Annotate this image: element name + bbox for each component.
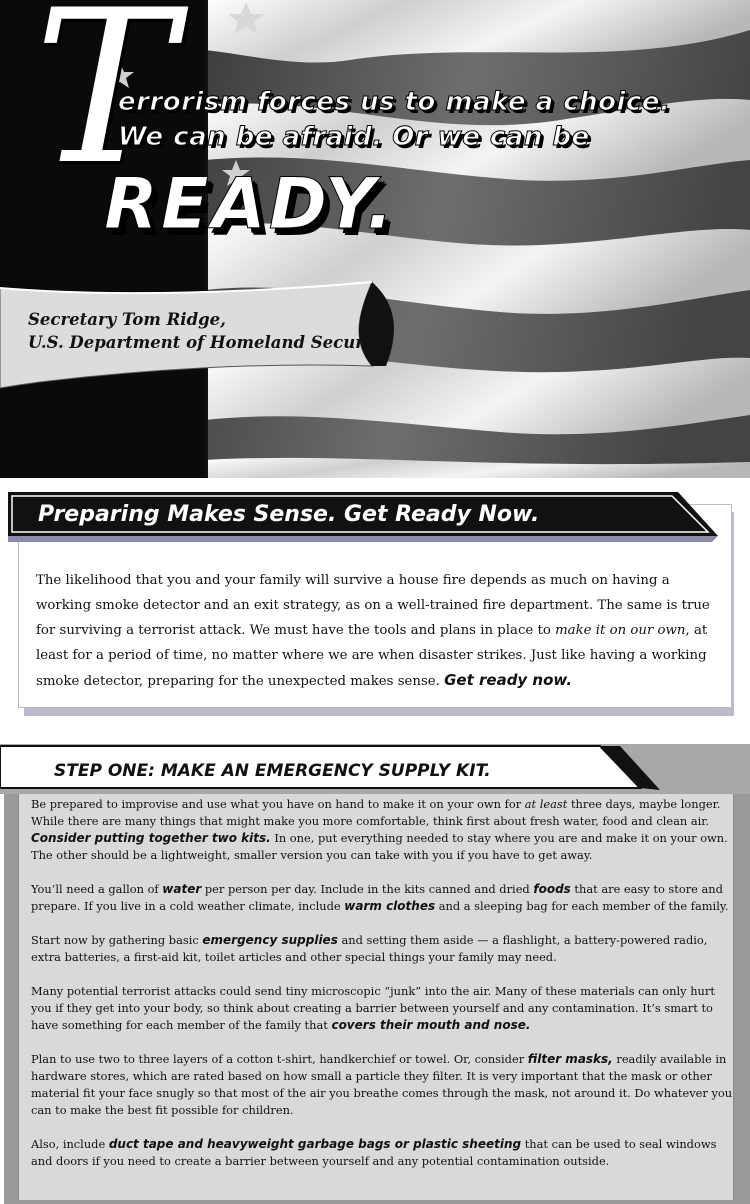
section-2-title: STEP ONE: MAKE AN EMERGENCY SUPPLY KIT.: [54, 761, 491, 781]
highlight: duct tape and heavyweight garbage bags or plastic sheeting: [108, 1137, 522, 1151]
attribution: [28, 308, 387, 354]
highlight: warm clothes: [344, 899, 436, 913]
italic-text: at least: [524, 797, 568, 811]
text: three days, maybe longer. While there are many things that might make you more comfortable, think first about fresh water, food and clean air.: [31, 797, 721, 828]
text: readily available in hardware stores, which are rated based on how small a particle they filter. It is very important that the mask or other material fit your face snugly so that most of the air you breathe comes through the mask, not around it. Do whatever you can to make the best fit possible for children.: [31, 1052, 733, 1117]
headline-quote: [118, 85, 738, 155]
attribution-name: Secretary Tom Ridge,: [28, 310, 226, 329]
headline-line-1: errorism forces us to make a choice.: [118, 87, 671, 117]
text: that are easy to store and prepare. If you live in a cold weather climate, include: [31, 882, 723, 913]
text: and a sleeping bag for each member of the family.: [435, 899, 729, 913]
highlight: emergency supplies: [202, 933, 338, 947]
text: and setting them aside — a flashlight, a battery-powered radio, extra batteries, a first-aid kit, toilet articles and other special things your family may need.: [31, 933, 708, 964]
attribution-department: U.S. Department of Homeland Security: [28, 333, 388, 352]
section-1-title: Preparing Makes Sense. Get Ready Now.: [38, 502, 540, 527]
text: per person per day. Include in the kits canned and dried: [201, 882, 534, 896]
highlight: foods: [533, 882, 571, 896]
kit-paragraph-6: [31, 1136, 739, 1170]
para-italic: make it on our own: [555, 623, 686, 638]
text: that can be used to seal windows and doors if you need to create a barrier between yourself and any potential contamination outside.: [31, 1137, 717, 1168]
section-2-body: [31, 796, 739, 1187]
kit-paragraph-2: [31, 881, 739, 915]
text: You’ll need a gallon of: [31, 882, 163, 896]
get-ready-now-emphasis: Get ready now.: [444, 671, 573, 689]
kit-paragraph-3: [31, 932, 739, 966]
ready-wordmark: READY.: [104, 163, 397, 245]
text: Plan to use two to three layers of a cotton t-shirt, handkerchief or towel. Or, consider: [31, 1052, 528, 1066]
highlight: filter masks,: [527, 1052, 613, 1066]
kit-paragraph-1: [31, 796, 739, 864]
kit-paragraph-4: [31, 983, 739, 1034]
text: Be prepared to improvise and use what you have on hand to make it on your own for: [31, 797, 525, 811]
text: Also, include: [31, 1137, 109, 1151]
headline-line-2: We can be afraid. Or we can be: [118, 122, 590, 152]
highlight: Consider putting together two kits.: [31, 831, 271, 845]
para-text: The likelihood that you and your family will survive a house fire depends as much on having a working smoke detector and an exit strategy, as on a well-trained fire department. The same is true for surviving a terrorist attack. We must have the tools and plans in place to: [36, 573, 710, 638]
drop-cap-letter: T: [34, 0, 176, 211]
para-text: , at least for a period of time, no matter where we are when disaster strikes. Just like having a working smoke detector, preparing for the unexpected makes sense.: [36, 623, 708, 689]
highlight: covers their mouth and nose.: [331, 1018, 531, 1032]
highlight: water: [162, 882, 202, 896]
kit-paragraph-5: [31, 1051, 739, 1119]
section-1-paragraph: [36, 568, 726, 694]
text: Start now by gathering basic: [31, 933, 203, 947]
text: Many potential terrorist attacks could send tiny microscopic “junk” into the air. Many of these materials can only hurt you if they get into your body, so think about creating a barrier between yourself and any contamination. It’s smart to have something for each member of the family that: [31, 984, 715, 1032]
text: In one, put everything needed to stay where you are and make it on your own. The other should be a lightweight, smaller version you can take with you if you have to get away.: [31, 831, 728, 862]
hero: [0, 0, 750, 478]
